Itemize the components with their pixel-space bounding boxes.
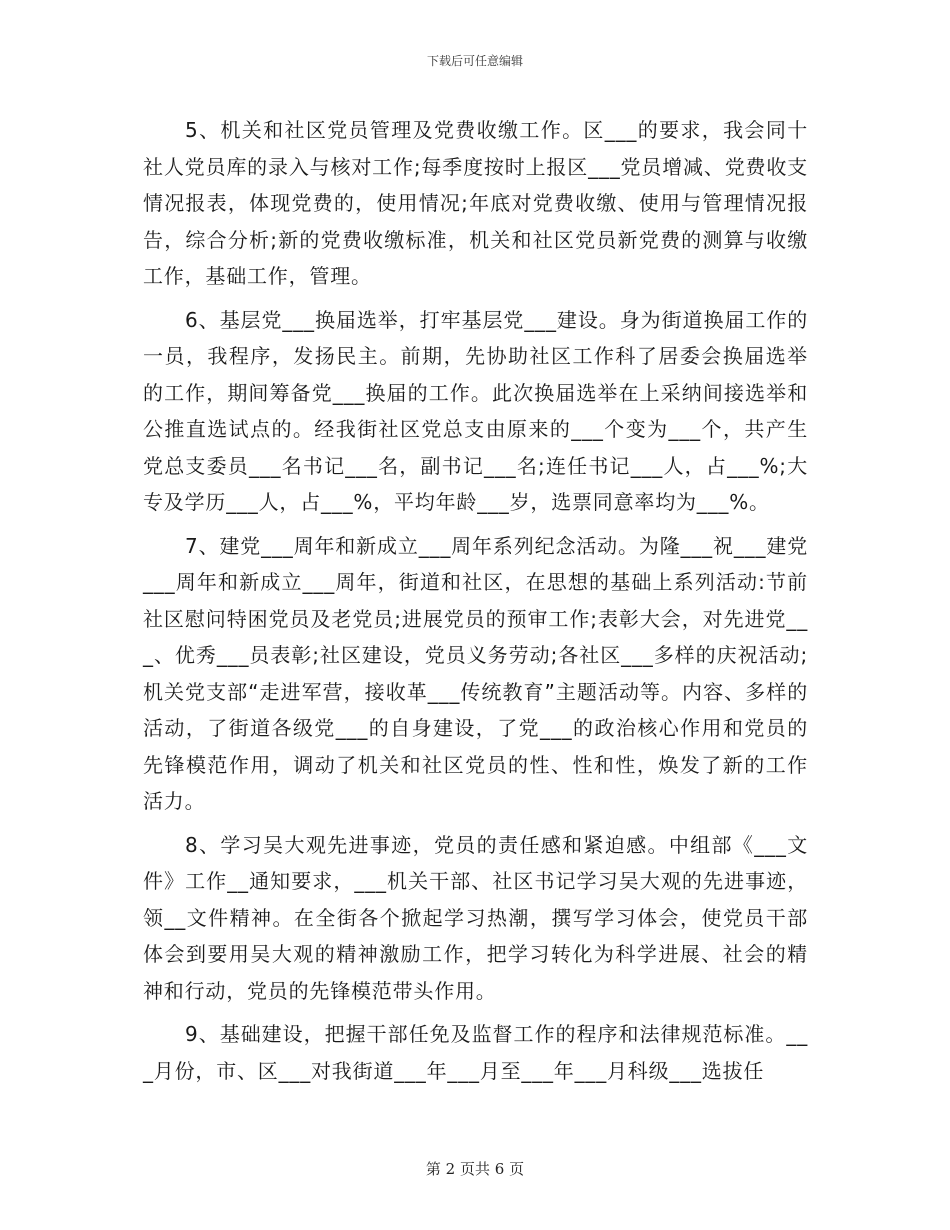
- paragraph-5: 5、机关和社区党员管理及党费收缴工作。区___的要求，我会同十社人党员库的录入与核对工作;每季度按时上报区___党员增减、党费收支情况报表，体现党费的，使用情况;年底对党费收缴、使用与管理情况报告，综合分析;新的党费收缴标准，机关和社区党员新党费的测算与收缴工作，基础工作，管理。: [143, 118, 808, 288]
- paragraph-8: 8、学习吴大观先进事迹，党员的责任感和紧迫感。中组部《___文件》工作__通知要求，___机关干部、社区书记学习吴大观的先进事迹，领__文件精神。在全街各个掀起学习热潮，撰写学习体会，使党员干部体会到要用吴大观的精神激励工作，把学习转化为科学进展、社会的精神和行动，党员的先锋模范带头作用。: [143, 832, 808, 1003]
- paragraph-6: 6、基层党___换届选举，打牢基层党___建设。身为街道换届工作的一员，我程序，发扬民主。前期，先协助社区工作科了居委会换届选举的工作，期间筹备党___换届的工作。此次换届选举在上采纳间接选举和公推直选试点的。经我街社区党总支由原来的___个变为___个，共产生党总支委员___名书记___名，副书记___名;连任书记___人，占___%;大专及学历___人，占___%，平均年龄___岁，选票同意率均为___%。: [143, 307, 808, 514]
- document-body: [143, 112, 808, 1096]
- paragraph-7: 7、建党___周年和新成立___周年系列纪念活动。为隆___祝___建党___周年和新成立___周年，街道和社区，在思想的基础上系列活动:节前社区慰问特困党员及老党员;进展党员的预审工作;表彰大会，对先进党___、优秀___员表彰;社区建设，党员义务劳动;各社区___多样的庆祝活动;机关党支部“走进军营，接收革___传统教育”主题活动等。内容、多样的活动，了街道各级党___的自身建设，了党___的政治核心作用和党员的先锋模范作用，调动了机关和社区党员的性、性和性，焕发了新的工作活力。: [143, 533, 808, 813]
- page-footer: 第 2 页共 6 页: [425, 1160, 525, 1178]
- paragraph-9: 9、基础建设，把握干部任免及监督工作的程序和法律规范标准。___月份，市、区___对我街道___年___月至___年___月科级___选拔任: [143, 1022, 808, 1083]
- page-header: 下载后可任意编辑: [426, 54, 523, 68]
